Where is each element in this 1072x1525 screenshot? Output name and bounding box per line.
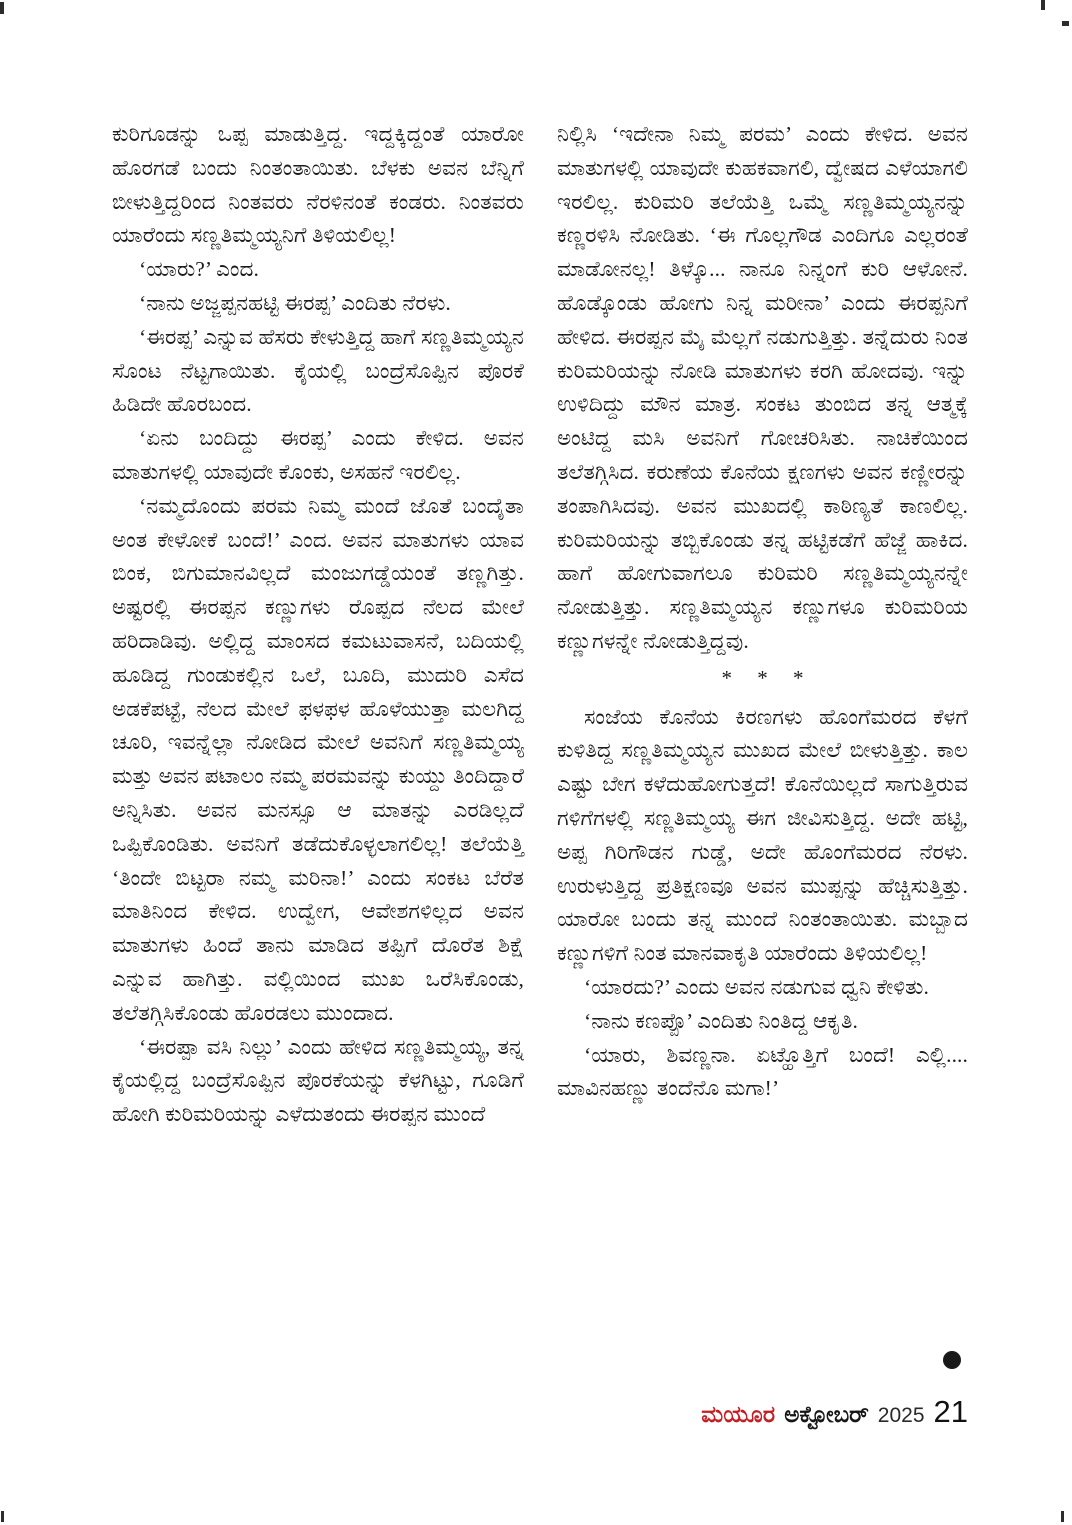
story-paragraph: ‘ಏನು ಬಂದಿದ್ದು ಈರಪ್ಪ’ ಎಂದು ಕೇಳಿದ. ಅವನ ಮಾತುಗಳಲ್ಲಿ ಯಾವುದೇ ಕೊಂಕು, ಅಸಹನೆ ಇರಲಿಲ್ಲ.	[112, 426, 524, 484]
footer-year: 2025	[877, 1404, 925, 1427]
print-artifact-mark	[1061, 1511, 1064, 1522]
story-paragraph: ಕುರಿಗೂಡನ್ನು ಒಪ್ಪ ಮಾಡುತ್ತಿದ್ದ. ಇದ್ದಕ್ಕಿದ್ದಂತೆ ಯಾರೋ ಹೊರಗಡೆ ಬಂದು ನಿಂತಂತಾಯಿತು. ಬೆಳಕು ಅವನ ಬೆನ್ನಿಗೆ ಬೀಳುತ್ತಿದ್ದರಿಂದ ನಿಂತವರು ನೆರಳಿನಂತೆ ಕಂಡರು. ನಿಂತವರು ಯಾರೆಂದು ಸಣ್ಣತಿಮ್ಮಯ್ಯನಿಗೆ ತಿಳಿಯಲಿಲ್ಲ!	[112, 122, 524, 248]
story-paragraph: ಸಂಜೆಯ ಕೊನೆಯ ಕಿರಣಗಳು ಹೊಂಗೆಮರದ ಕೆಳಗೆ ಕುಳಿತಿದ್ದ ಸಣ್ಣತಿಮ್ಮಯ್ಯನ ಮುಖದ ಮೇಲೆ ಬೀಳುತ್ತಿತ್ತು. ಕಾಲ ಎಷ್ಟು ಬೇಗ ಕಳೆದುಹೋಗುತ್ತದೆ! ಕೊನೆಯಿಲ್ಲದೆ ಸಾಗುತ್ತಿರುವ ಗಳಿಗೆಗಳಲ್ಲಿ ಸಣ್ಣತಿಮ್ಮಯ್ಯ ಈಗ ಜೀವಿಸುತ್ತಿದ್ದ. ಅದೇ ಹಟ್ಟಿ, ಅಪ್ಪ ಗಿರಿಗೌಡನ ಗುಡ್ಡೆ, ಅದೇ ಹೊಂಗೆಮರದ ನೆರಳು. ಉರುಳುತ್ತಿದ್ದ ಪ್ರತಿಕ್ಷಣವೂ ಅವನ ಮುಪ್ಪನ್ನು ಹೆಚ್ಚಿಸುತ್ತಿತ್ತು. ಯಾರೋ ಬಂದು ತನ್ನ ಮುಂದೆ ನಿಂತಂತಾಯಿತು. ಮಬ್ಬಾದ ಕಣ್ಣುಗಳಿಗೆ ನಿಂತ ಮಾನವಾಕೃತಿ ಯಾರೆಂದು ತಿಳಿಯಲಿಲ್ಲ!	[557, 704, 968, 966]
story-paragraph: ‘ಯಾರದು?’ ಎಂದು ಅವನ ನಡುಗುವ ಧ್ವನಿ ಕೇಳಿತು.	[584, 974, 929, 999]
section-separator: * * *	[721, 665, 814, 690]
story-paragraph: ‘ನಾನು ಅಜ್ಜಪ್ಪನಹಟ್ಟಿ ಈರಪ್ಪ’ ಎಂದಿತು ನೆರಳು.	[139, 290, 451, 315]
footer-month: ಅಕ್ಟೋಬರ್	[784, 1402, 869, 1427]
page-footer	[701, 1396, 968, 1428]
end-of-story-dot-icon	[943, 1351, 961, 1369]
print-artifact-mark	[1041, 0, 1045, 10]
story-paragraph: ‘ಈರಪ್ಪ’ ಎನ್ನುವ ಹೆಸರು ಕೇಳುತ್ತಿದ್ದ ಹಾಗೆ ಸಣ್ಣತಿಮ್ಮಯ್ಯನ ಸೊಂಟ ನೆಟ್ಟಗಾಯಿತು. ಕೈಯಲ್ಲಿ ಬಂದ್ರೆಸೊಪ್ಪಿನ ಪೊರಕೆ ಹಿಡಿದೇ ಹೊರಬಂದ.	[112, 324, 524, 417]
story-column-left	[112, 118, 524, 1132]
story-paragraph: ‘ನಾನು ಕಣಪ್ಪೊ’ ಎಂದಿತು ನಿಂತಿದ್ದ ಆಕೃತಿ.	[584, 1008, 858, 1033]
print-artifact-mark	[1062, 21, 1069, 26]
print-artifact-mark	[1, 1511, 4, 1522]
story-paragraph: ‘ಈರಪ್ಪಾ ವಸಿ ನಿಲ್ಲು’ ಎಂದು ಹೇಳಿದ ಸಣ್ಣತಿಮ್ಮಯ್ಯ, ತನ್ನ ಕೈಯಲ್ಲಿದ್ದ ಬಂದ್ರೆಸೊಪ್ಪಿನ ಪೊರಕೆಯನ್ನು ಕೆಳಗಿಟ್ಟು, ಗೂಡಿಗೆ ಹೋಗಿ ಕುರಿಮರಿಯನ್ನು ಎಳೆದುತಂದು ಈರಪ್ಪನ ಮುಂದೆ	[112, 1034, 524, 1127]
story-column-right	[557, 118, 968, 1106]
story-paragraph: ‘ಯಾರು?’ ಎಂದ.	[139, 257, 259, 282]
story-paragraph: ‘ಯಾರು, ಶಿವಣ್ಣನಾ. ಏಟ್ಹೊತ್ತಿಗೆ ಬಂದೆ! ಎಲ್ಲಿ.... ಮಾವಿನಹಣ್ಣು ತಂದೆನೊ ಮಗಾ!’	[557, 1042, 968, 1101]
footer-magazine-name: ಮಯೂರ	[701, 1402, 776, 1427]
story-paragraph: ನಿಲ್ಲಿಸಿ ‘ಇದೇನಾ ನಿಮ್ಮ ಪರಮ’ ಎಂದು ಕೇಳಿದ. ಅವನ ಮಾತುಗಳಲ್ಲಿ ಯಾವುದೇ ಕುಹಕವಾಗಲಿ, ದ್ವೇಷದ ಎಳೆಯಾಗಲಿ ಇರಲಿಲ್ಲ. ಕುರಿಮರಿ ತಲೆಯೆತ್ತಿ ಒಮ್ಮೆ ಸಣ್ಣತಿಮ್ಮಯ್ಯನನ್ನು ಕಣ್ಣರಳಿಸಿ ನೋಡಿತು. ‘ಈ ಗೊಲ್ಲಗೌಡ ಎಂದಿಗೂ ಎಲ್ಲರಂತೆ ಮಾಡೋನಲ್ಲ! ತಿಳ್ಕೊ... ನಾನೂ ನಿನ್ನಂಗೆ ಕುರಿ ಆಳೋನೆ. ಹೊಡ್ಕೊಂಡು ಹೋಗು ನಿನ್ನ ಮರೀನಾ’ ಎಂದು ಈರಪ್ಪನಿಗೆ ಹೇಳಿದ. ಈರಪ್ಪನ ಮೈ ಮೆಲ್ಲಗೆ ನಡುಗುತ್ತಿತ್ತು. ತನ್ನೆದುರು ನಿಂತ ಕುರಿಮರಿಯನ್ನು ನೋಡಿ ಮಾತುಗಳು ಕರಗಿ ಹೋದವು. ಇನ್ನು ಉಳಿದಿದ್ದು ಮೌನ ಮಾತ್ರ. ಸಂಕಟ ತುಂಬಿದ ತನ್ನ ಆತ್ಮಕ್ಕೆ ಅಂಟಿದ್ದ ಮಸಿ ಅವನಿಗೆ ಗೋಚರಿಸಿತು. ನಾಚಿಕೆಯಿಂದ ತಲೆತಗ್ಗಿಸಿದ. ಕರುಣೆಯ ಕೊನೆಯ ಕ್ಷಣಗಳು ಅವನ ಕಣ್ಣೀರನ್ನು ತಂಪಾಗಿಸಿದವು. ಅವನ ಮುಖದಲ್ಲಿ ಕಾಠಿಣ್ಯತೆ ಕಾಣಲಿಲ್ಲ. ಕುರಿಮರಿಯನ್ನು ತಬ್ಬಿಕೊಂಡು ತನ್ನ ಹಟ್ಟಿಕಡೆಗೆ ಹೆಜ್ಜೆ ಹಾಕಿದ. ಹಾಗೆ ಹೋಗುವಾಗಲೂ ಕುರಿಮರಿ ಸಣ್ಣತಿಮ್ಮಯ್ಯನನ್ನೇ ನೋಡುತ್ತಿತ್ತು. ಸಣ್ಣತಿಮ್ಮಯ್ಯನ ಕಣ್ಣುಗಳೂ ಕುರಿಮರಿಯ ಕಣ್ಣುಗಳನ್ನೇ ನೋಡುತ್ತಿದ್ದವು.	[557, 122, 968, 653]
story-paragraph: ‘ನಮ್ಮದೊಂದು ಪರಮ ನಿಮ್ಮ ಮಂದೆ ಜೊತೆ ಬಂದೈತಾ ಅಂತ ಕೇಳೋಕೆ ಬಂದೆ!’ ಎಂದ. ಅವನ ಮಾತುಗಳು ಯಾವ ಬಿಂಕ, ಬಿಗುಮಾನವಿಲ್ಲದೆ ಮಂಜುಗಡ್ಡೆಯಂತೆ ತಣ್ಣಗಿತ್ತು. ಅಷ್ಟರಲ್ಲಿ ಈರಪ್ಪನ ಕಣ್ಣುಗಳು ರೊಪ್ಪದ ನೆಲದ ಮೇಲೆ ಹರಿದಾಡಿವು. ಅಲ್ಲಿದ್ದ ಮಾಂಸದ ಕಮಟುವಾಸನೆ, ಬದಿಯಲ್ಲಿ ಹೂಡಿದ್ದ ಗುಂಡುಕಲ್ಲಿನ ಒಲೆ, ಬೂದಿ, ಮುದುರಿ ಎಸೆದ ಅಡಕೆಪಟ್ಟೆ, ನೆಲದ ಮೇಲೆ ಫಳಫಳ ಹೊಳೆಯುತ್ತಾ ಮಲಗಿದ್ದ ಚೂರಿ, ಇವನ್ನೆಲ್ಲಾ ನೋಡಿದ ಮೇಲೆ ಅವನಿಗೆ ಸಣ್ಣತಿಮ್ಮಯ್ಯ ಮತ್ತು ಅವನ ಪಟಾಲಂ ನಮ್ಮ ಪರಮವನ್ನು ಕುಯ್ದು ತಿಂದಿದ್ದಾರೆ ಅನ್ನಿಸಿತು. ಅವನ ಮನಸ್ಸೂ ಆ ಮಾತನ್ನು ಎರಡಿಲ್ಲದೆ ಒಪ್ಪಿಕೊಂಡಿತು. ಅವನಿಗೆ ತಡೆದುಕೊಳ್ಳಲಾಗಲಿಲ್ಲ! ತಲೆಯೆತ್ತಿ ‘ತಿಂದೇ ಬಿಟ್ಟರಾ ನಮ್ಮ ಮರಿನಾ!’ ಎಂದು ಸಂಕಟ ಬೆರೆತ ಮಾತಿನಿಂದ ಕೇಳಿದ. ಉದ್ವೇಗ, ಆವೇಶಗಳಿಲ್ಲದ ಅವನ ಮಾತುಗಳು ಹಿಂದೆ ತಾನು ಮಾಡಿದ ತಪ್ಪಿಗೆ ದೊರೆತ ಶಿಕ್ಷೆ ಎನ್ನುವ ಹಾಗಿತ್ತು. ವಲ್ಲಿಯಿಂದ ಮುಖ ಒರೆಸಿಕೊಂಡು, ತಲೆತಗ್ಗಿಸಿಕೊಂಡು ಹೊರಡಲು ಮುಂದಾದ.	[112, 493, 524, 1025]
print-artifact-mark	[0, 2, 4, 14]
footer-page-number: 21	[933, 1394, 968, 1429]
